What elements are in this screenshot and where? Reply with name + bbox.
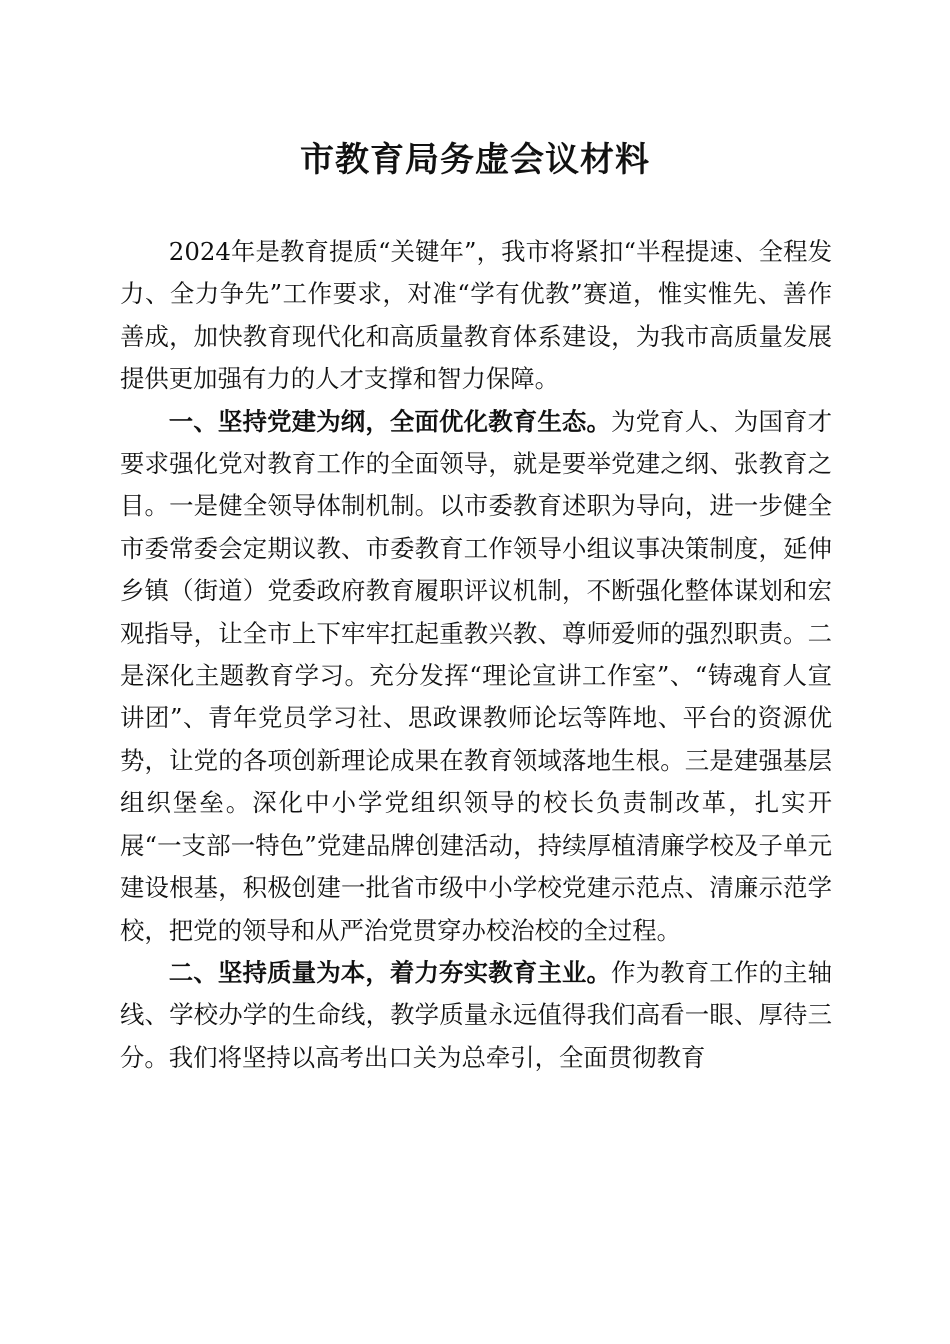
section-2-heading: 二、坚持质量为本，着力夯实教育主业。 — [168, 957, 612, 987]
intro-paragraph — [120, 231, 832, 401]
paragraph-text: 2024年是教育提质“关键年”，我市将紧扣“半程提速、全程发力、全力争先”工作要求，对准“学有优教”赛道，惟实惟先、善作善成，加快教育现代化和高质量教育体系建设，为我市高质量发展提供更加强有力的人才支撑和智力保障。 — [120, 237, 832, 394]
section-1-paragraph — [120, 401, 832, 952]
paragraph-text: 作为教育工作的主轴线、学校办学的生命线，教学质量永远值得我们高看一眼、厚待三分。我们将坚持以高考出口关为总牵引，全面贯彻教育 — [120, 957, 832, 1072]
section-2-paragraph — [120, 952, 832, 1079]
document-title: 市教育局务虚会议材料 — [300, 140, 650, 180]
section-1-heading: 一、坚持党建为纲，全面优化教育生态。 — [168, 406, 612, 436]
paragraph-text: 为党育人、为国育才要求强化党对教育工作的全面领导，就是要举党建之纲、张教育之目。一是健全领导体制机制。以市委教育述职为导向，进一步健全市委常委会定期议教、市委教育工作领导小组议事决策制度，延伸乡镇（街道）党委政府教育履职评议机制，不断强化整体谋划和宏观指导，让全市上下牢牢扛起重教兴教、尊师爱师的强烈职责。二是深化主题教育学习。充分发挥“理论宣讲工作室”、“铸魂育人宣讲团”、青年党员学习社、思政课教师论坛等阵地、平台的资源优势，让党的各项创新理论成果在教育领域落地生根。三是建强基层组织堡垒。深化中小学党组织领导的校长负责制改革，扎实开展“一支部一特色”党建品牌创建活动，持续厚植清廉学校及子单元建设根基，积极创建一批省市级中小学校党建示范点、清廉示范学校，把党的领导和从严治党贯穿办校治校的全过程。 — [120, 406, 832, 945]
document-body — [120, 231, 832, 1079]
